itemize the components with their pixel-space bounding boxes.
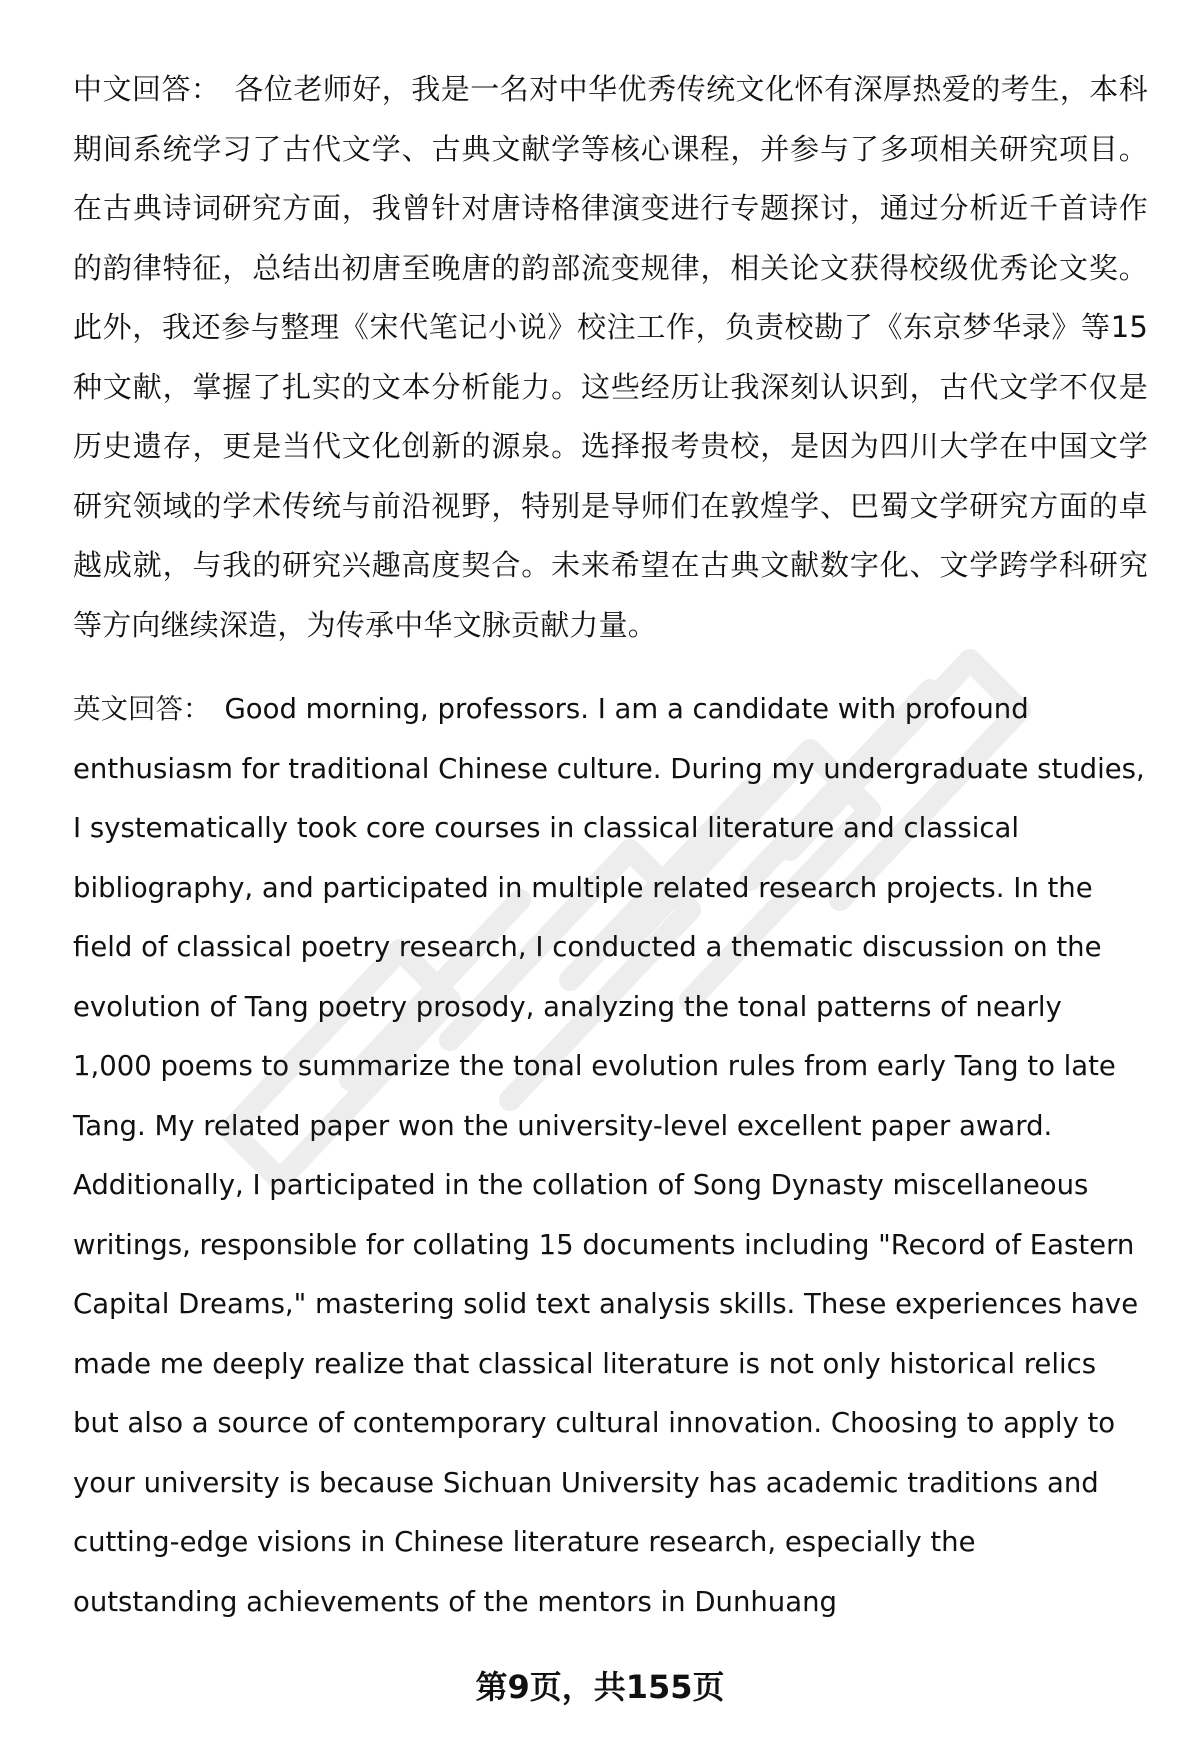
- answer-content: [73, 60, 1148, 1632]
- page-number-footer: 第9页，共155页: [475, 1668, 725, 1706]
- chinese-answer-label: 中文回答：: [73, 72, 221, 106]
- english-answer-text: Good morning, professors. I am a candidate with profound enthusiasm for traditional Chinese culture. During my undergraduate studies, I systematically took core courses in classical literature and classical bibliography, and participated in multiple related research projects. In the field of classical poetry research, I conducted a thematic discussion on the evolution of Tang poetry prosody, analyzing the tonal patterns of nearly 1,000 poems to summarize the tonal evolution rules from early Tang to late Tang. My related paper won the university-level excellent paper award. Additionally, I participated in the collation of Song Dynasty miscellaneous writings, responsible for collating 15 documents including "Record of Eastern Capital Dreams," mastering solid text analysis skills. These experiences have made me deeply realize that classical literature is not only historical relics but also a source of contemporary cultural innovation. Choosing to apply to your university is because Sichuan University has academic traditions and cutting-edge visions in Chinese literature research, especially the outstanding achievements of the mentors in Dunhuang: [73, 693, 1145, 1618]
- chinese-answer-text: 各位老师好，我是一名对中华优秀传统文化怀有深厚热爱的考生，本科期间系统学习了古代文学、古典文献学等核心课程，并参与了多项相关研究项目。在古典诗词研究方面，我曾针对唐诗格律演变进行专题探讨，通过分析近千首诗作的韵律特征，总结出初唐至晚唐的韵部流变规律，相关论文获得校级优秀论文奖。此外，我还参与整理《宋代笔记小说》校注工作，负责校勘了《东京梦华录》等15种文献，掌握了扎实的文本分析能力。这些经历让我深刻认识到，古代文学不仅是历史遗存，更是当代文化创新的源泉。选择报考贵校，是因为四川大学在中国文学研究领域的学术传统与前沿视野，特别是导师们在敦煌学、巴蜀文学研究方面的卓越成就，与我的研究兴趣高度契合。未来希望在古典文献数字化、文学跨学科研究等方向继续深造，为传承中华文脉贡献力量。: [73, 72, 1148, 642]
- english-answer-label: 英文回答：: [73, 693, 211, 725]
- english-answer-paragraph: [73, 680, 1148, 1632]
- chinese-answer-paragraph: [73, 60, 1148, 655]
